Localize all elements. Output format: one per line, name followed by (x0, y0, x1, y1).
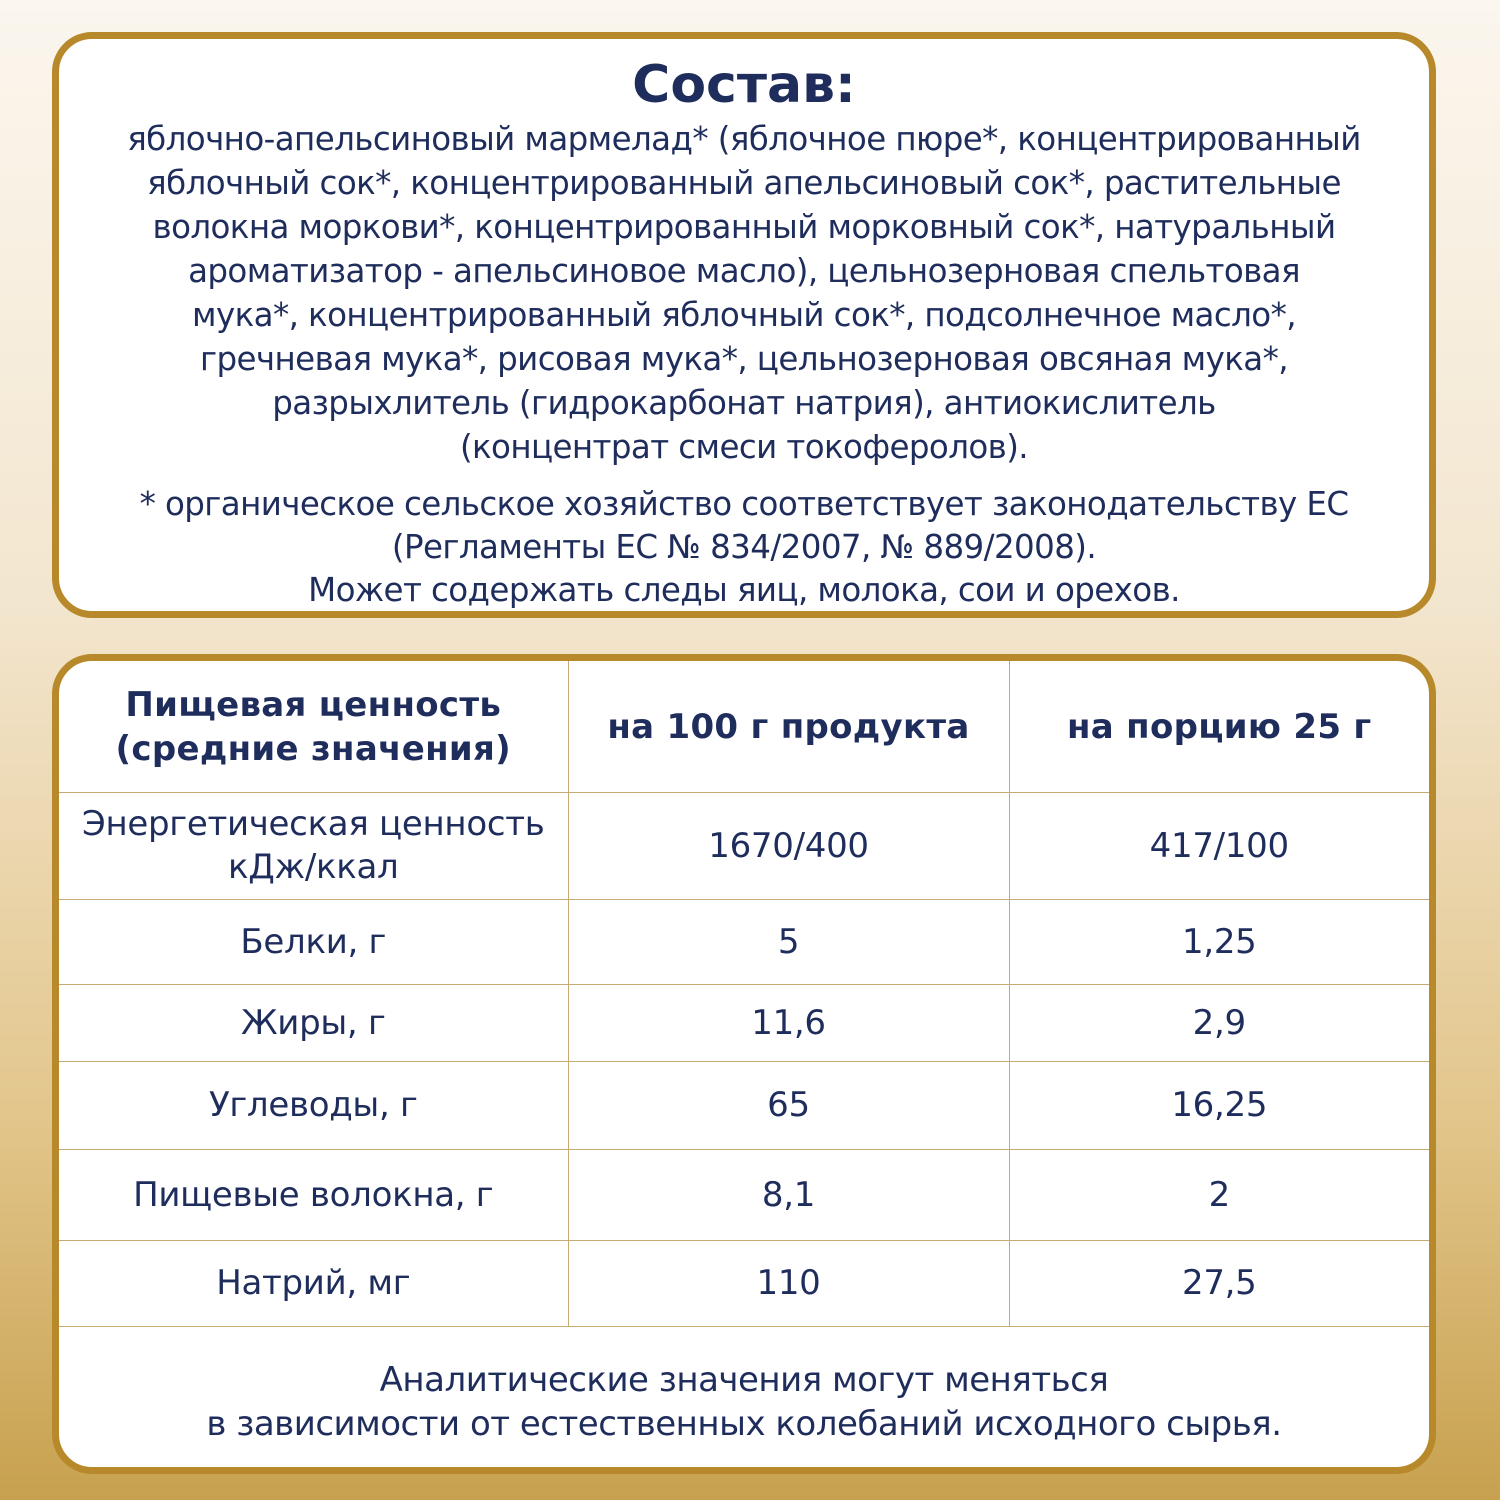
table-row (59, 1150, 1429, 1241)
ingredients-line: мука*, концентрированный яблочный сок*, подсолнечное масло*, (192, 296, 1296, 334)
allergen-note: Может содержать следы яиц, молока, сои и орехов. (308, 571, 1180, 609)
per-serving-value: 27,5 (1009, 1241, 1429, 1327)
header-nutrition-value (59, 661, 568, 793)
row-label: Натрий, мг (59, 1241, 568, 1327)
nutrition-footnote (59, 1358, 1429, 1446)
organic-note: * органическое сельское хозяйство соответствует законодательству ЕС (139, 485, 1349, 523)
nutrition-panel (52, 654, 1436, 1474)
row-label: Пищевые волокна, г (59, 1150, 568, 1241)
table-row (59, 1062, 1429, 1150)
ingredients-line: ароматизатор - апельсиновое масло), цельнозерновая спельтовая (188, 252, 1300, 290)
ingredients-line: яблочно-апельсиновый мармелад* (яблочное пюре*, концентрированный (127, 120, 1361, 158)
table-row (59, 1241, 1429, 1327)
per-100g-value: 11,6 (568, 985, 1009, 1062)
header-per-serving: на порцию 25 г (1009, 661, 1429, 793)
ingredients-panel (52, 32, 1436, 618)
per-serving-value: 2,9 (1009, 985, 1429, 1062)
per-serving-value: 1,25 (1009, 900, 1429, 985)
row-label: Белки, г (59, 900, 568, 985)
ingredients-line: (концентрат смеси токоферолов). (459, 428, 1029, 466)
per-serving-value: 2 (1009, 1150, 1429, 1241)
per-100g-value: 110 (568, 1241, 1009, 1327)
table-row (59, 793, 1429, 900)
header-nutrition-value-line2: (средние значения) (115, 728, 511, 769)
table-row (59, 900, 1429, 985)
table-row (59, 985, 1429, 1062)
header-per-100g: на 100 г продукта (568, 661, 1009, 793)
per-100g-value: 8,1 (568, 1150, 1009, 1241)
row-label-line2: кДж/ккал (228, 847, 399, 887)
header-nutrition-value-line1: Пищевая ценность (125, 684, 502, 725)
row-label (59, 793, 568, 900)
per-100g-value: 5 (568, 900, 1009, 985)
row-label-line1: Энергетическая ценность (82, 804, 545, 844)
row-label: Углеводы, г (59, 1062, 568, 1150)
per-100g-value: 1670/400 (568, 793, 1009, 900)
ingredients-line: яблочный сок*, концентрированный апельсиновый сок*, растительные (147, 164, 1341, 202)
ingredients-text (73, 117, 1415, 469)
nutrition-table (59, 661, 1429, 1327)
per-100g-value: 65 (568, 1062, 1009, 1150)
table-header-row (59, 661, 1429, 793)
row-label: Жиры, г (59, 985, 568, 1062)
ingredients-notes (73, 483, 1415, 612)
ingredients-line: разрыхлитель (гидрокарбонат натрия), антиокислитель (272, 384, 1216, 422)
footnote-line: Аналитические значения могут меняться (379, 1360, 1109, 1400)
ingredients-line: волокна моркови*, концентрированный морковный сок*, натуральный (152, 208, 1336, 246)
ingredients-line: гречневая мука*, рисовая мука*, цельнозерновая овсяная мука*, (200, 340, 1288, 378)
per-serving-value: 16,25 (1009, 1062, 1429, 1150)
regulation-note: (Регламенты ЕС № 834/2007, № 889/2008). (391, 528, 1097, 566)
footnote-line: в зависимости от естественных колебаний исходного сырья. (206, 1404, 1282, 1444)
per-serving-value: 417/100 (1009, 793, 1429, 900)
ingredients-title: Состав: (632, 55, 856, 115)
